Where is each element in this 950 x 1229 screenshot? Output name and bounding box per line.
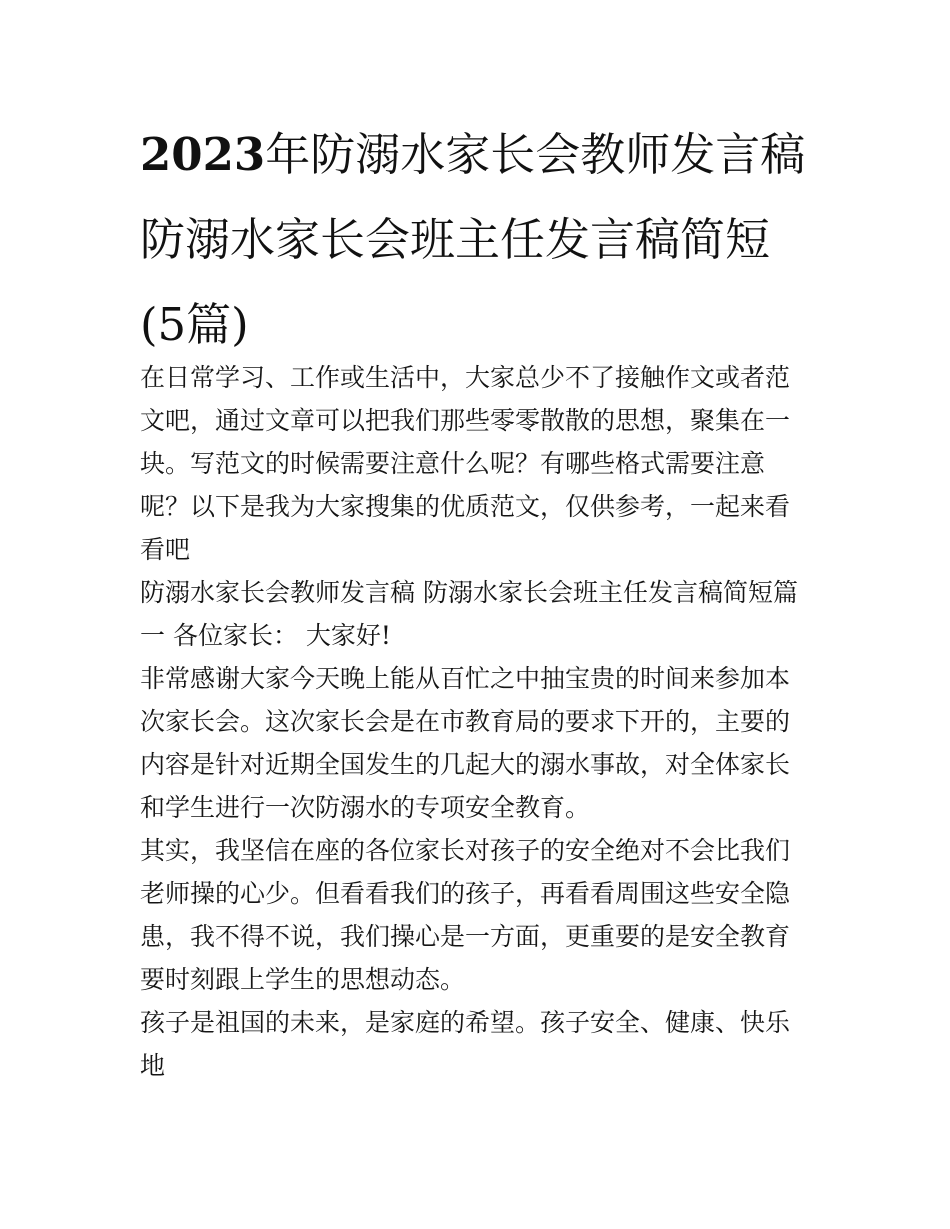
document-title [140,112,812,367]
paragraph-future: 孩子是祖国的未来，是家庭的希望。孩子安全、健康、快乐地 [140,1008,791,1080]
paragraph-thanks: 非常感谢大家今天晚上能从百忙之中抽宝贵的时间来参加本次家长会。这次家长会是在市教育局的要求下开的，主要的内容是针对近期全国发生的几起大的溺水事故，对全体家长和学生进行一次防溺水的专项安全教育。 [140,664,791,822]
title-year: 2023 [140,128,266,181]
title-text: 年防溺水家长会教师发言稿 防溺水家长会班主任发言稿简短(5篇) [140,128,806,351]
paragraph-intro: 在日常学习、工作或生活中，大家总少不了接触作文或者范文吧，通过文章可以把我们那些零零散散的思想，聚集在一块。写范文的时候需要注意什么呢？有哪些格式需要注意呢？以下是我为大家搜集的优质范文，仅供参考，一起来看看吧 [140,363,791,564]
paragraph-belief: 其实，我坚信在座的各位家长对孩子的安全绝对不会比我们老师操的心少。但看看我们的孩子，再看看周围这些安全隐患，我不得不说，我们操心是一方面，更重要的是安全教育要时刻跟上学生的思想动态。 [140,836,791,994]
paragraph-heading: 防溺水家长会教师发言稿 防溺水家长会班主任发言稿简短篇一 各位家长： 大家好! [140,578,798,650]
document-body [140,356,812,1087]
